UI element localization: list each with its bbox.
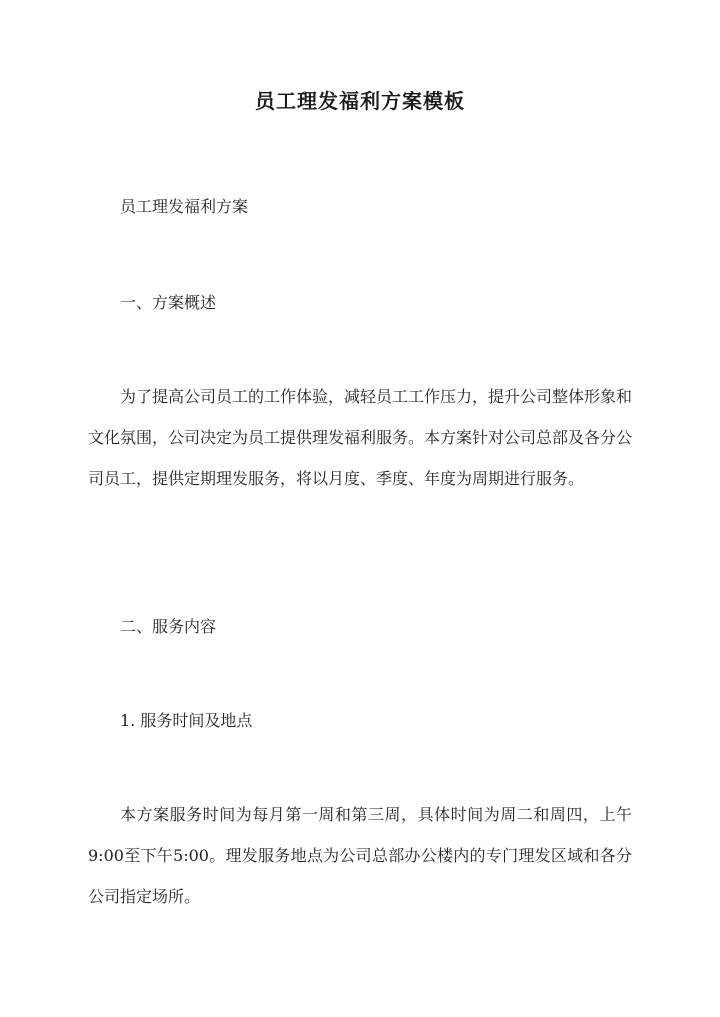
- section-heading-service-content: 二、服务内容: [120, 617, 217, 636]
- document-subtitle: 员工理发福利方案: [120, 197, 249, 216]
- paragraph-overview: 为了提高公司员工的工作体验，减轻员工工作压力，提升公司整体形象和文化氛围，公司决定为员工提供理发福利服务。本方案针对公司总部及各分公司员工，提供定期理发服务，将以月度、季度、年度为周期进行服务。: [88, 387, 633, 488]
- paragraph-time-location: 本方案服务时间为每月第一周和第三周，具体时间为周二和周四，上午9:00至下午5:00。理发服务地点为公司总部办公楼内的专门理发区域和各分公司指定场所。: [88, 805, 632, 906]
- document-title: 员工理发福利方案模板: [255, 89, 465, 113]
- section-heading-overview: 一、方案概述: [120, 293, 217, 312]
- subsection-heading-time-location: 1. 服务时间及地点: [120, 711, 253, 730]
